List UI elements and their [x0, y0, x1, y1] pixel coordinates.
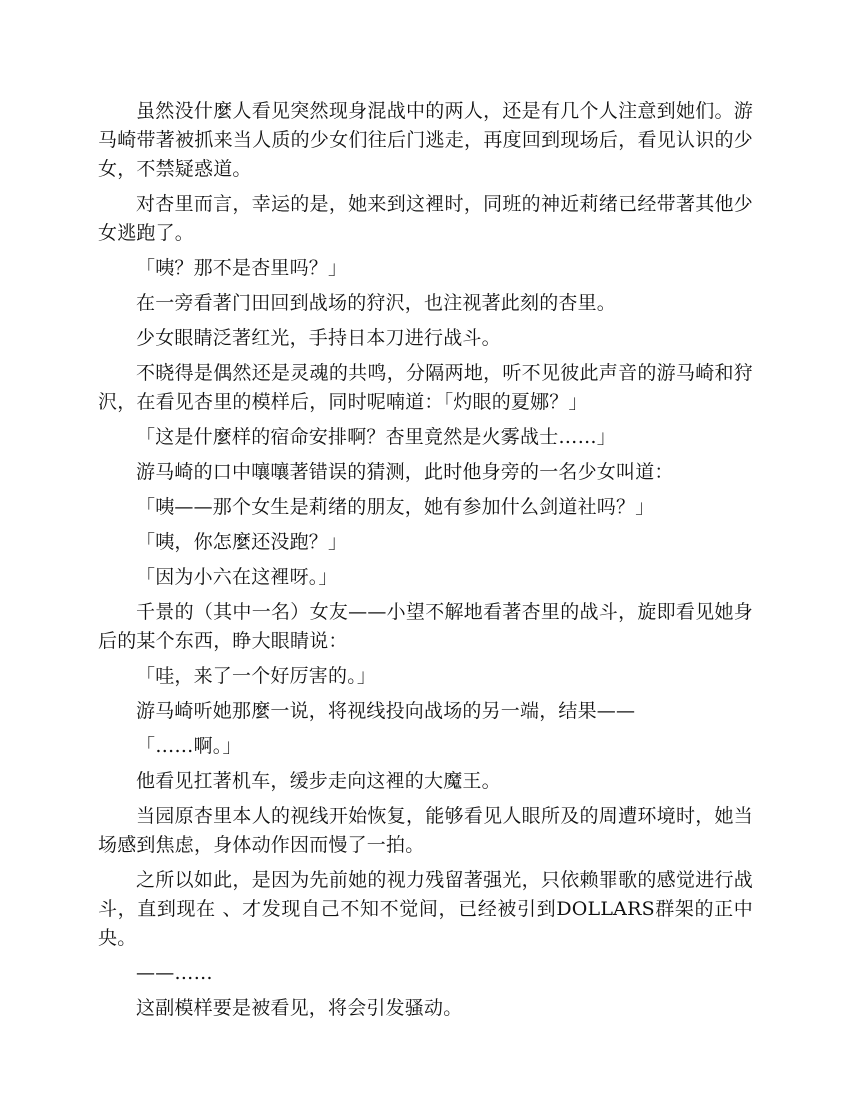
paragraph: 在一旁看著门田回到战场的狩沢，也注视著此刻的杏里。 — [136, 292, 617, 314]
paragraph: 对杏里而言，幸运的是，她来到这裡时，同班的神近莉绪已经带著其他少女逃跑了。 — [98, 193, 753, 244]
paragraph: 「这是什麼样的宿命安排啊？杏里竟然是火雾战士……」 — [136, 426, 617, 448]
paragraph: 虽然没什麼人看见突然现身混战中的两人，还是有几个人注意到她们。游马崎带著被抓来当人质的少女们往后门逃走，再度回到现场后，看见认识的少女，不禁疑惑道。 — [98, 100, 753, 180]
paragraph: 游马崎听她那麼一说，将视线投向战场的另一端，结果—— — [136, 700, 636, 722]
paragraph: ——…… — [136, 962, 213, 984]
paragraph: 「因为小六在这裡呀。」 — [136, 566, 338, 588]
paragraph: 当园原杏里本人的视线开始恢复，能够看见人眼所及的周遭环境时，她当场感到焦虑，身体动作因而慢了一拍。 — [98, 805, 753, 856]
paragraph: 不晓得是偶然还是灵魂的共鸣，分隔两地，听不见彼此声音的游马崎和狩沢，在看见杏里的模样后，同时呢喃道：「灼眼的夏娜？」 — [98, 362, 753, 413]
paragraph: 「咦——那个女生是莉绪的朋友，她有参加什么剑道社吗？」 — [136, 496, 655, 518]
paragraph: 这副模样要是被看见，将会引发骚动。 — [136, 997, 463, 1019]
paragraph: 「咦？那不是杏里吗？」 — [136, 257, 348, 279]
paragraph: 之所以如此，是因为先前她的视力残留著强光，只依赖罪歌的感觉进行战斗，直到现在 、才发现自己不知不觉间，已经被引到DOLLARS群架的正中央。 — [98, 869, 753, 949]
paragraph: 「……啊。」 — [136, 735, 242, 757]
text-body — [98, 97, 753, 1029]
paragraph: 他看见扛著机车，缓步走向这裡的大魔王。 — [136, 770, 501, 792]
paragraph: 游马崎的口中嚷嚷著错误的猜测，此时他身旁的一名少女叫道： — [136, 461, 674, 483]
paragraph: 「哇，来了一个好厉害的。」 — [136, 665, 377, 687]
paragraph: 「咦，你怎麼还没跑？」 — [136, 531, 348, 553]
paragraph: 少女眼睛泛著红光，手持日本刀进行战斗。 — [136, 327, 501, 349]
paragraph: 千景的（其中一名）女友——小望不解地看著杏里的战斗，旋即看见她身后的某个东西，睁大眼睛说： — [98, 601, 753, 652]
